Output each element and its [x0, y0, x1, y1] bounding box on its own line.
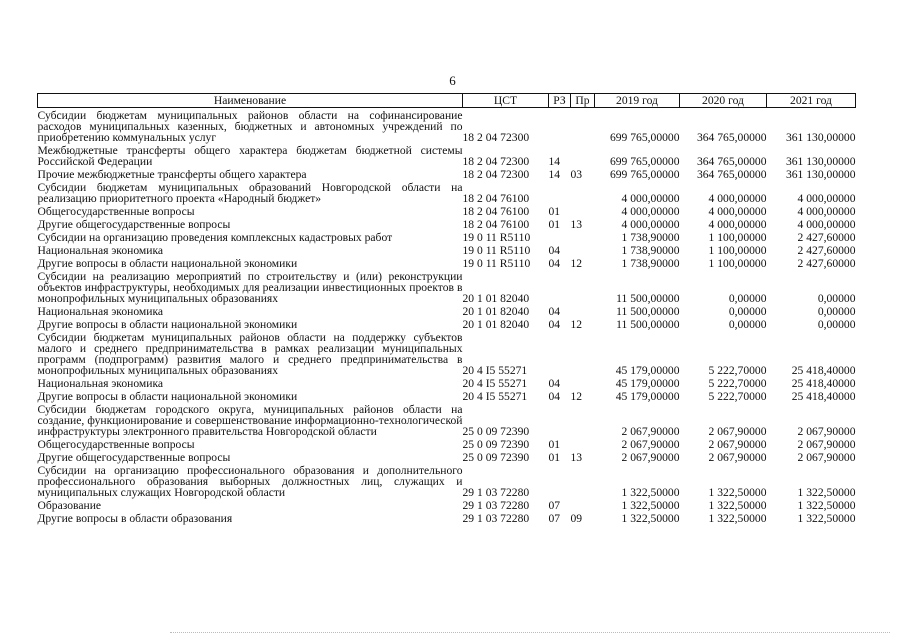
cell-csr: 20 1 01 82040 [462, 305, 530, 318]
cell-rz: 04 [548, 244, 561, 257]
cell-rz: 01 [548, 451, 561, 464]
cell-csr: 20 1 01 82040 [462, 292, 530, 305]
cell-rz [549, 402, 571, 437]
cell-name: Другие вопросы в области национальной экономики [37, 390, 298, 403]
table-row [38, 269, 856, 304]
table-row [38, 204, 856, 217]
cell-rz [549, 463, 571, 498]
cell-pr [571, 402, 595, 437]
cell-name: Субсидии бюджетам городского округа, муниципальных районов области на создание, функционирование и совершенствование информационно-технологической инфраструктуры электронного правительства Новгородской области [37, 403, 463, 438]
cell-name: Другие общегосударственные вопросы [37, 451, 231, 464]
cell-pr [571, 243, 595, 256]
cell-y2020: 2 067,90000 [708, 438, 767, 451]
cell-y2019: 11 500,00000 [616, 318, 680, 331]
cell-csr: 18 2 04 76100 [462, 205, 530, 218]
cell-rz: 04 [548, 257, 561, 270]
cell-pr [571, 230, 595, 243]
cell-y2021: 4 000,00000 [797, 218, 856, 231]
cell-y2020: 5 222,70000 [708, 364, 767, 377]
cell-y2020: 0,00000 [728, 292, 767, 305]
cell-y2020: 1 100,00000 [708, 244, 767, 257]
cell-y2019: 4 000,00000 [621, 205, 680, 218]
cell-y2019: 1 738,90000 [621, 257, 680, 270]
cell-pr [571, 330, 595, 376]
cell-csr: 29 1 03 72280 [462, 499, 530, 512]
cell-rz: 14 [548, 155, 561, 168]
cell-name: Субсидии на реализацию мероприятий по строительству и (или) реконструкции объектов инфраструктуры, необходимых для реализации инвестиционных проектов в монопрофильных муниципальных образованиях [37, 270, 463, 305]
cell-pr: 03 [570, 168, 583, 181]
table-row [38, 304, 856, 317]
cell-y2020: 1 322,50000 [708, 512, 767, 525]
footer-rule [170, 632, 890, 633]
cell-y2021: 1 322,50000 [797, 512, 856, 525]
table-row [38, 463, 856, 498]
cell-y2019: 2 067,90000 [621, 425, 680, 438]
header-pr: Пр [571, 94, 595, 108]
cell-y2020: 2 067,90000 [708, 425, 767, 438]
cell-y2020: 2 067,90000 [708, 451, 767, 464]
cell-rz: 14 [548, 168, 561, 181]
cell-pr [571, 463, 595, 498]
table-row [38, 437, 856, 450]
cell-y2019: 1 322,50000 [621, 499, 680, 512]
cell-pr [571, 108, 595, 144]
cell-csr: 18 2 04 72300 [462, 168, 530, 181]
table-row [38, 498, 856, 511]
cell-pr [571, 180, 595, 204]
cell-name: Другие общегосударственные вопросы [37, 218, 231, 231]
cell-pr [571, 269, 595, 304]
cell-name: Национальная экономика [37, 377, 164, 390]
cell-name: Субсидии на организацию профессионального образования и дополнительного профессионального образования выборных должностных лиц, служащих и муниципальных служащих Новгородской области [37, 464, 463, 499]
table-row [38, 511, 856, 524]
cell-name: Национальная экономика [37, 305, 164, 318]
header-2020: 2020 год [680, 94, 767, 108]
table-row [38, 376, 856, 389]
cell-rz [549, 330, 571, 376]
cell-y2021: 4 000,00000 [797, 205, 856, 218]
cell-y2021: 2 427,60000 [797, 244, 856, 257]
cell-y2020: 4 000,00000 [708, 205, 767, 218]
table-row [38, 180, 856, 204]
table-row [38, 230, 856, 243]
cell-pr: 12 [570, 318, 583, 331]
cell-y2021: 0,00000 [817, 318, 856, 331]
cell-y2019: 699 765,00000 [609, 131, 680, 144]
cell-y2021: 2 067,90000 [797, 451, 856, 464]
header-csr: ЦСТ [463, 94, 549, 108]
cell-name: Общегосударственные вопросы [37, 205, 195, 218]
cell-y2019: 1 738,90000 [621, 244, 680, 257]
table-row [38, 256, 856, 269]
cell-y2019: 699 765,00000 [609, 155, 680, 168]
table-row [38, 243, 856, 256]
cell-y2021: 361 130,00000 [785, 155, 856, 168]
cell-y2019: 2 067,90000 [621, 451, 680, 464]
cell-y2021: 4 000,00000 [797, 192, 856, 205]
cell-y2019: 1 738,90000 [621, 231, 680, 244]
cell-y2021: 1 322,50000 [797, 499, 856, 512]
cell-y2019: 45 179,00000 [615, 377, 680, 390]
cell-y2020: 364 765,00000 [696, 168, 767, 181]
cell-rz: 04 [548, 390, 561, 403]
cell-rz: 01 [548, 205, 561, 218]
cell-rz: 04 [548, 377, 561, 390]
cell-csr: 20 4 I5 55271 [462, 364, 528, 377]
cell-name: Субсидии на организацию проведения комплексных кадастровых работ [37, 231, 393, 244]
cell-y2019: 1 322,50000 [621, 486, 680, 499]
cell-y2020: 1 322,50000 [708, 486, 767, 499]
cell-y2020: 0,00000 [728, 318, 767, 331]
cell-pr: 12 [570, 390, 583, 403]
table-row [38, 143, 856, 167]
cell-name: Образование [37, 499, 102, 512]
cell-y2020: 364 765,00000 [696, 155, 767, 168]
cell-y2019: 2 067,90000 [621, 438, 680, 451]
cell-csr: 19 0 11 R5110 [462, 257, 531, 270]
cell-y2019: 4 000,00000 [621, 218, 680, 231]
cell-y2021: 2 067,90000 [797, 438, 856, 451]
cell-y2021: 361 130,00000 [785, 168, 856, 181]
cell-name: Другие вопросы в области национальной экономики [37, 257, 298, 270]
table-row [38, 217, 856, 230]
cell-csr: 19 0 11 R5110 [462, 244, 531, 257]
cell-pr [571, 498, 595, 511]
cell-pr [571, 376, 595, 389]
cell-csr: 20 4 I5 55271 [462, 377, 528, 390]
header-2021: 2021 год [767, 94, 856, 108]
cell-rz: 01 [548, 218, 561, 231]
cell-csr: 25 0 09 72390 [462, 451, 530, 464]
budget-table [37, 93, 856, 524]
cell-y2019: 45 179,00000 [615, 390, 680, 403]
table-row [38, 402, 856, 437]
cell-name: Субсидии бюджетам муниципальных образований Новгородской области на реализацию приоритетного проекта «Народный бюджет» [37, 181, 463, 205]
cell-y2020: 4 000,00000 [708, 218, 767, 231]
table-row [38, 108, 856, 144]
table-row [38, 317, 856, 330]
cell-y2019: 1 322,50000 [621, 512, 680, 525]
cell-name: Межбюджетные трансферты общего характера бюджетам бюджетной системы Российской Федерации [37, 144, 463, 168]
cell-y2019: 45 179,00000 [615, 364, 680, 377]
cell-rz [549, 108, 571, 144]
cell-y2019: 11 500,00000 [616, 305, 680, 318]
cell-csr: 29 1 03 72280 [462, 512, 530, 525]
cell-y2021: 1 322,50000 [797, 486, 856, 499]
cell-csr: 25 0 09 72390 [462, 438, 530, 451]
header-name: Наименование [38, 94, 463, 108]
cell-y2021: 25 418,40000 [791, 390, 856, 403]
cell-csr: 18 2 04 72300 [462, 155, 530, 168]
cell-y2021: 361 130,00000 [785, 131, 856, 144]
cell-name: Субсидии бюджетам муниципальных районов области на софинансирование расходов муниципальных казенных, бюджетных и автономных учреждений по приобретению коммунальных услуг [37, 109, 463, 144]
cell-csr: 18 2 04 76100 [462, 218, 530, 231]
cell-name: Субсидии бюджетам муниципальных районов области на поддержку субъектов малого и среднего предпринимательства в рамках реализации муниципальных программ (подпрограмм) развития малого и среднего предпринимательства в монопрофильных муниципальных образованиях [37, 331, 463, 377]
cell-y2019: 699 765,00000 [609, 168, 680, 181]
header-2019: 2019 год [595, 94, 680, 108]
table-row [38, 450, 856, 463]
cell-y2019: 11 500,00000 [616, 292, 680, 305]
cell-y2020: 5 222,70000 [708, 390, 767, 403]
cell-name: Общегосударственные вопросы [37, 438, 195, 451]
cell-csr: 18 2 04 72300 [462, 131, 530, 144]
cell-name: Другие вопросы в области образования [37, 512, 233, 525]
table-row [38, 167, 856, 180]
cell-pr [571, 143, 595, 167]
cell-pr: 13 [570, 451, 583, 464]
cell-pr: 12 [570, 257, 583, 270]
table-row [38, 330, 856, 376]
cell-y2020: 1 100,00000 [708, 257, 767, 270]
cell-name: Прочие межбюджетные трансферты общего характера [37, 168, 307, 181]
cell-csr: 18 2 04 76100 [462, 192, 530, 205]
cell-y2021: 2 427,60000 [797, 257, 856, 270]
cell-csr: 19 0 11 R5110 [462, 231, 531, 244]
table-row [38, 389, 856, 402]
cell-y2020: 1 100,00000 [708, 231, 767, 244]
cell-rz [549, 180, 571, 204]
cell-csr: 20 4 I5 55271 [462, 390, 528, 403]
cell-y2020: 5 222,70000 [708, 377, 767, 390]
cell-rz: 04 [548, 318, 561, 331]
cell-rz [549, 269, 571, 304]
cell-name: Национальная экономика [37, 244, 164, 257]
cell-y2020: 4 000,00000 [708, 192, 767, 205]
cell-rz: 07 [548, 512, 561, 525]
cell-y2021: 0,00000 [817, 292, 856, 305]
cell-rz [549, 230, 571, 243]
cell-y2021: 2 067,90000 [797, 425, 856, 438]
cell-y2021: 25 418,40000 [791, 364, 856, 377]
cell-y2021: 2 427,60000 [797, 231, 856, 244]
cell-pr: 13 [570, 218, 583, 231]
cell-rz: 07 [548, 499, 561, 512]
header-rz: РЗ [549, 94, 571, 108]
cell-csr: 20 1 01 82040 [462, 318, 530, 331]
cell-name: Другие вопросы в области национальной экономики [37, 318, 298, 331]
cell-pr [571, 304, 595, 317]
table-header-row [38, 94, 856, 108]
cell-rz: 04 [548, 305, 561, 318]
cell-pr [571, 437, 595, 450]
cell-y2020: 364 765,00000 [696, 131, 767, 144]
cell-y2020: 0,00000 [728, 305, 767, 318]
cell-csr: 25 0 09 72390 [462, 425, 530, 438]
cell-y2019: 4 000,00000 [621, 192, 680, 205]
cell-rz: 01 [548, 438, 561, 451]
cell-y2021: 25 418,40000 [791, 377, 856, 390]
page-number: 6 [449, 73, 456, 88]
cell-pr: 09 [570, 512, 583, 525]
cell-y2020: 1 322,50000 [708, 499, 767, 512]
cell-pr [571, 204, 595, 217]
cell-csr: 29 1 03 72280 [462, 486, 530, 499]
cell-y2021: 0,00000 [817, 305, 856, 318]
